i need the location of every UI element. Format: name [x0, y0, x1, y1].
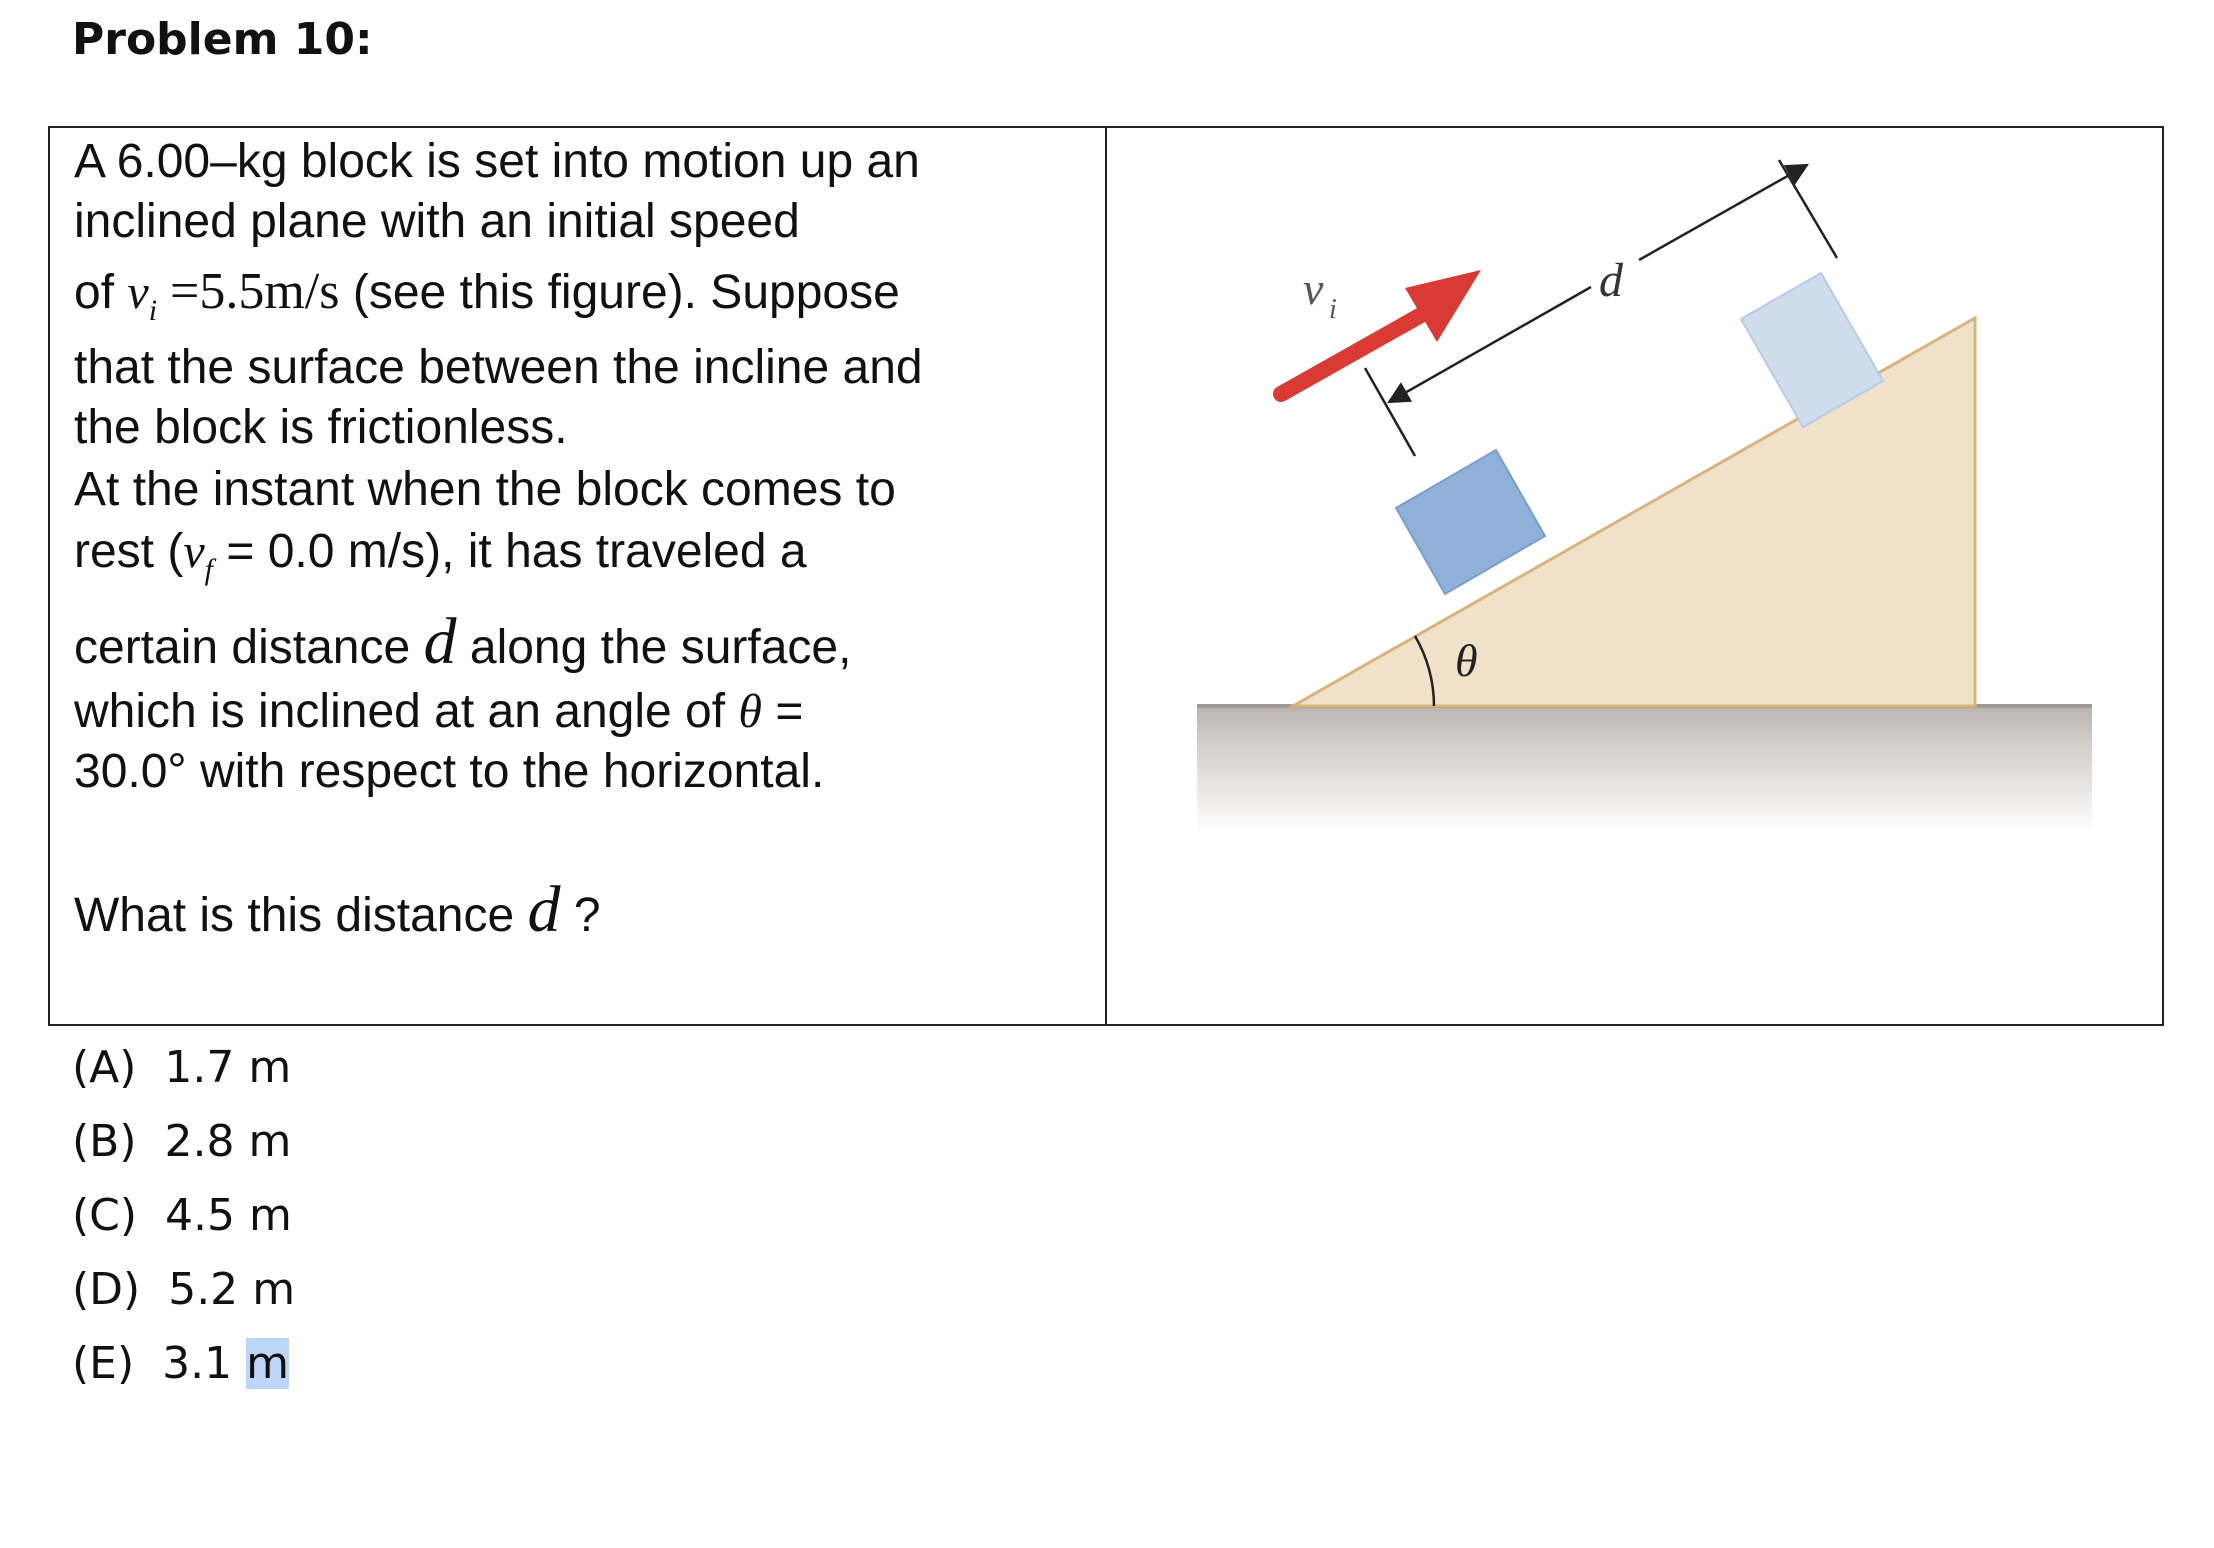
statement-line-4: that the surface between the incline and	[74, 341, 923, 394]
option-value: 2.8	[164, 1116, 235, 1167]
initial-velocity-value: =5.5m/s	[157, 263, 340, 320]
statement-line-1: A 6.00–kg block is set into motion up an	[74, 135, 920, 188]
problem-title: Problem 10:	[72, 14, 373, 65]
block-start	[1396, 450, 1545, 594]
option-letter: (C)	[72, 1190, 138, 1241]
option-value: 3.1	[162, 1338, 233, 1389]
start-tick	[1365, 368, 1415, 456]
option-e[interactable]	[72, 1332, 295, 1406]
rest-text: rest (	[74, 525, 184, 578]
option-d[interactable]	[72, 1258, 295, 1332]
option-unit-highlighted: m	[246, 1338, 289, 1389]
question-mark: ?	[560, 889, 601, 942]
statement-line-8	[74, 605, 852, 678]
velocity-label: v	[1303, 263, 1324, 314]
angle-label: θ	[1455, 635, 1478, 686]
statement-line-2: inclined plane with an initial speed	[74, 195, 800, 248]
question-text: What is this distance	[74, 889, 528, 942]
ground	[1197, 704, 2092, 834]
final-velocity-subscript: f	[204, 553, 213, 586]
see-figure-text: (see this figure). Suppose	[339, 266, 900, 319]
option-unit: m	[252, 1264, 296, 1315]
initial-velocity-subscript: i	[148, 294, 158, 327]
question-distance-symbol: d	[527, 873, 561, 946]
option-value: 5.2	[168, 1264, 239, 1315]
option-c[interactable]	[72, 1184, 295, 1258]
option-b[interactable]	[72, 1110, 295, 1184]
answer-options	[72, 1036, 295, 1406]
theta-symbol: θ	[738, 685, 762, 738]
option-letter: (A)	[72, 1042, 137, 1093]
distance-symbol: d	[423, 605, 457, 678]
incline-figure	[1107, 128, 2162, 1024]
option-unit: m	[248, 1116, 292, 1167]
option-letter: (B)	[72, 1116, 137, 1167]
option-value: 1.7	[164, 1042, 235, 1093]
velocity-label-subscript: i	[1329, 294, 1337, 325]
distance-arrow-right	[1639, 165, 1807, 260]
problem-table	[48, 126, 2164, 1026]
option-unit: m	[249, 1190, 292, 1241]
statement-line-6: At the instant when the block comes to	[74, 463, 896, 516]
along-surface-text: along the surface,	[456, 621, 852, 674]
option-letter: (E)	[72, 1338, 135, 1389]
equals-text: =	[761, 685, 804, 738]
figure-cell	[1107, 128, 2162, 1024]
final-velocity-symbol: v	[183, 525, 205, 578]
option-unit: m	[248, 1042, 292, 1093]
final-velocity-value: = 0.0 m/s), it has traveled a	[213, 525, 807, 578]
statement-line-3	[74, 262, 900, 341]
statement-line-10: 30.0° with respect to the horizontal.	[74, 745, 825, 798]
option-a[interactable]	[72, 1036, 295, 1110]
question-line	[74, 873, 601, 946]
initial-velocity-symbol: v	[127, 266, 149, 319]
statement-line-7	[74, 522, 807, 600]
option-value: 4.5	[165, 1190, 236, 1241]
problem-statement	[50, 128, 1107, 1024]
of-text: of	[74, 266, 128, 319]
inclined-angle-text: which is inclined at an angle of	[74, 685, 739, 738]
certain-distance-text: certain distance	[74, 621, 424, 674]
distance-label: d	[1599, 254, 1623, 307]
option-letter: (D)	[72, 1264, 141, 1315]
statement-line-9	[74, 682, 803, 742]
statement-line-5: the block is frictionless.	[74, 401, 568, 454]
